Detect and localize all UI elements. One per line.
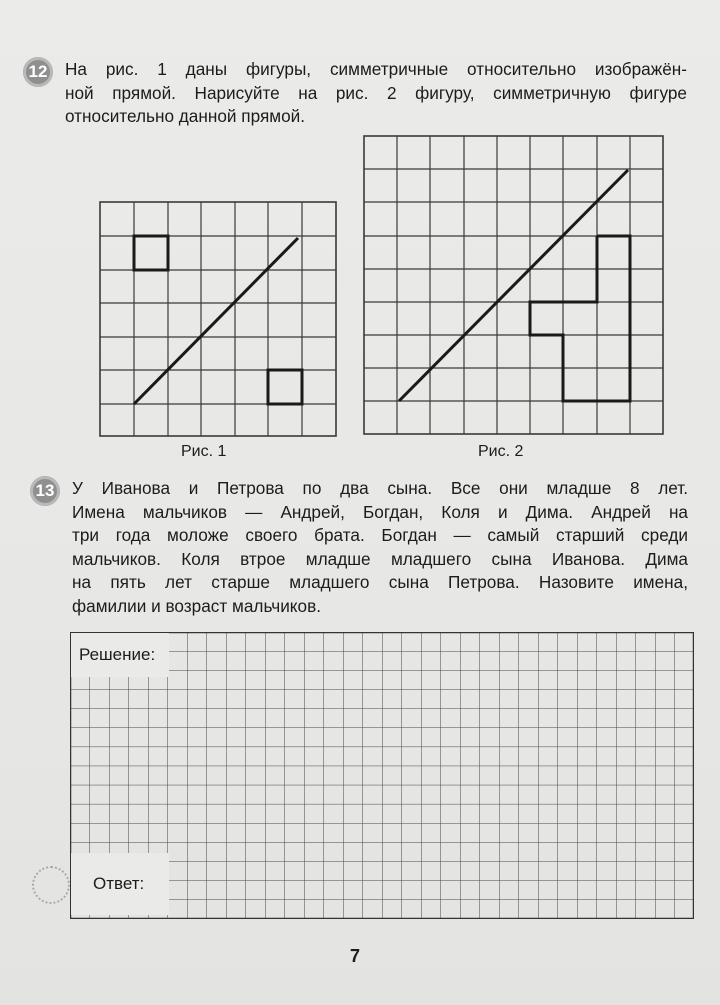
solution-grid[interactable] — [70, 632, 694, 919]
symmetry-line-1 — [134, 238, 298, 404]
task-13-line: фамилии и возраст мальчиков. — [72, 595, 321, 616]
task-13-text — [72, 477, 688, 618]
task-12-line: относительно данной прямой. — [65, 106, 306, 126]
task-12-text — [65, 58, 687, 129]
polygon-figure — [530, 236, 630, 401]
square-figure-b — [268, 370, 302, 404]
answer-label: Ответ: — [71, 853, 169, 915]
page-number: 7 — [350, 946, 361, 966]
task-12-number: 12 — [28, 62, 48, 81]
figure-2-caption: Рис. 2 — [478, 443, 524, 460]
task-13-line: три года моложе своего брата. Богдан — самый старший среди — [72, 525, 688, 545]
square-figure-a — [134, 236, 168, 270]
task-12-line: ной прямой. Нарисуйте на рис. 2 фигуру, симметричную фигуре — [65, 82, 687, 103]
task-13-line: на пять лет старше младшего сына Петрова. Назовите имена, — [72, 572, 688, 592]
figure-2-grid — [362, 134, 666, 438]
figure-1-caption: Рис. 1 — [181, 443, 227, 460]
solution-label: Решение: — [71, 633, 169, 677]
task-13-line: Имена мальчиков — Андрей, Богдан, Коля и Дима. Андрей на — [72, 501, 688, 522]
task-13-line: мальчиков. Коля втрое младше младшего сына Иванова. Дима — [72, 548, 688, 569]
task-13-number: 13 — [35, 481, 55, 500]
symmetry-line-2 — [399, 170, 628, 401]
task-13-badge — [30, 476, 60, 506]
margin-check-circle — [32, 866, 70, 904]
figure-1-grid — [98, 200, 340, 442]
task-13-line: У Иванова и Петрова по два сына. Все они младше 8 лет. — [72, 478, 688, 498]
task-12-line: На рис. 1 даны фигуры, симметричные относительно изображён- — [65, 59, 687, 79]
task-12-badge — [23, 57, 53, 87]
